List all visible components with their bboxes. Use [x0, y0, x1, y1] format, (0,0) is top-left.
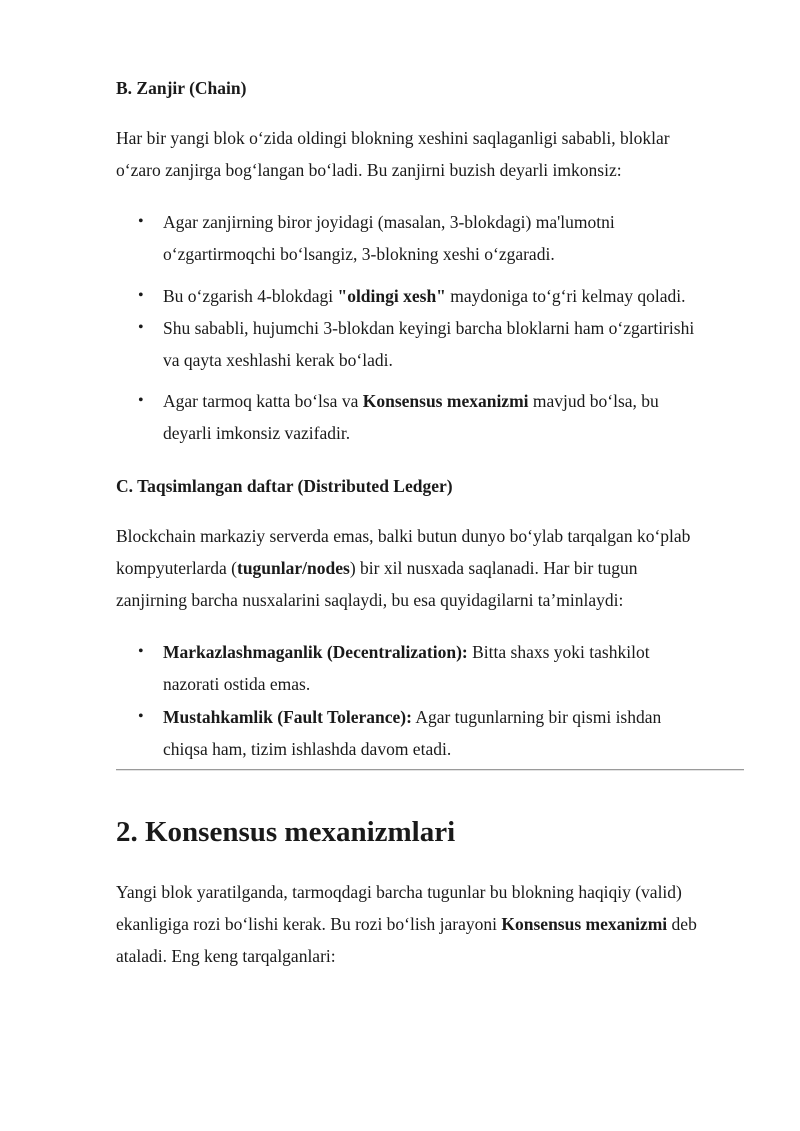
bold-term: Mustahkamlik (Fault Tolerance):	[163, 707, 412, 727]
list-item-text: Markazlashmaganlik (Decentralization): Bitta shaxs yoki tashkilot nazorati ostida emas.	[163, 642, 650, 694]
paragraph-line: zanjirning barcha nusxalarini saqlaydi, bu esa quyidagilarni ta’minlaydi:	[116, 590, 624, 610]
bullet-marker: •	[138, 287, 144, 304]
bold-term: "oldingi xesh"	[337, 286, 446, 306]
section-b-heading: B. Zanjir (Chain)	[116, 78, 247, 98]
section-c-paragraph	[116, 520, 744, 616]
bullet-marker: •	[138, 708, 144, 725]
bullet-marker: •	[138, 392, 144, 409]
paragraph-line: ataladi. Eng keng tarqalganlari:	[116, 946, 336, 966]
list-item-text: Shu sababli, hujumchi 3-blokdan keyingi barcha bloklarni ham o‘zgartirishi va qayta xeshlashi kerak bo‘ladi.	[163, 318, 695, 370]
section-b-paragraph	[116, 122, 744, 186]
paragraph-line: Yangi blok yaratilganda, tarmoqdagi barcha tugunlar bu blokning haqiqiy (valid)	[116, 882, 682, 902]
list-item-text: Agar tarmoq katta bo‘lsa va Konsensus mexanizmi mavjud bo‘lsa, bu deyarli imkonsiz vazifadir.	[163, 391, 659, 443]
list-item-text: Mustahkamlik (Fault Tolerance): Agar tugunlarning bir qismi ishdan chiqsa ham, tizim ishlashda davom etadi.	[163, 707, 662, 759]
section-2-paragraph	[116, 876, 744, 972]
bold-term: tugunlar/nodes	[237, 558, 350, 578]
bold-term: Markazlashmaganlik (Decentralization):	[163, 642, 468, 662]
horizontal-divider	[116, 769, 744, 771]
bold-term: Konsensus mexanizmi	[501, 914, 668, 934]
paragraph-line: Blockchain markaziy serverda emas, balki butun dunyo bo‘ylab tarqalgan ko‘plab	[116, 526, 691, 546]
paragraph-line: o‘zaro zanjirga bog‘langan bo‘ladi. Bu zanjirni buzish deyarli imkonsiz:	[116, 160, 622, 180]
paragraph-line: kompyuterlarda (tugunlar/nodes) bir xil nusxada saqlanadi. Har bir tugun	[116, 558, 638, 578]
bullet-marker: •	[138, 213, 144, 230]
section-c-heading: C. Taqsimlangan daftar (Distributed Ledger)	[116, 476, 453, 496]
section-2-heading: 2. Konsensus mexanizmlari	[116, 816, 456, 848]
bullet-marker: •	[138, 319, 144, 336]
bullet-marker: •	[138, 643, 144, 660]
list-item-text: Agar zanjirning biror joyidagi (masalan, 3-blokdagi) ma'lumotni o‘zgartirmoqchi bo‘lsangiz, 3-blokning xeshi o‘zgaradi.	[163, 212, 615, 264]
paragraph-line: Har bir yangi blok o‘zida oldingi blokning xeshini saqlaganligi sababli, bloklar	[116, 128, 670, 148]
bold-term: Konsensus mexanizmi	[362, 391, 529, 411]
paragraph-line: ekanligiga rozi bo‘lishi kerak. Bu rozi bo‘lish jarayoni Konsensus mexanizmi deb	[116, 914, 697, 934]
list-item-text: Bu o‘zgarish 4-blokdagi "oldingi xesh" maydoniga to‘g‘ri kelmay qoladi.	[163, 286, 686, 306]
